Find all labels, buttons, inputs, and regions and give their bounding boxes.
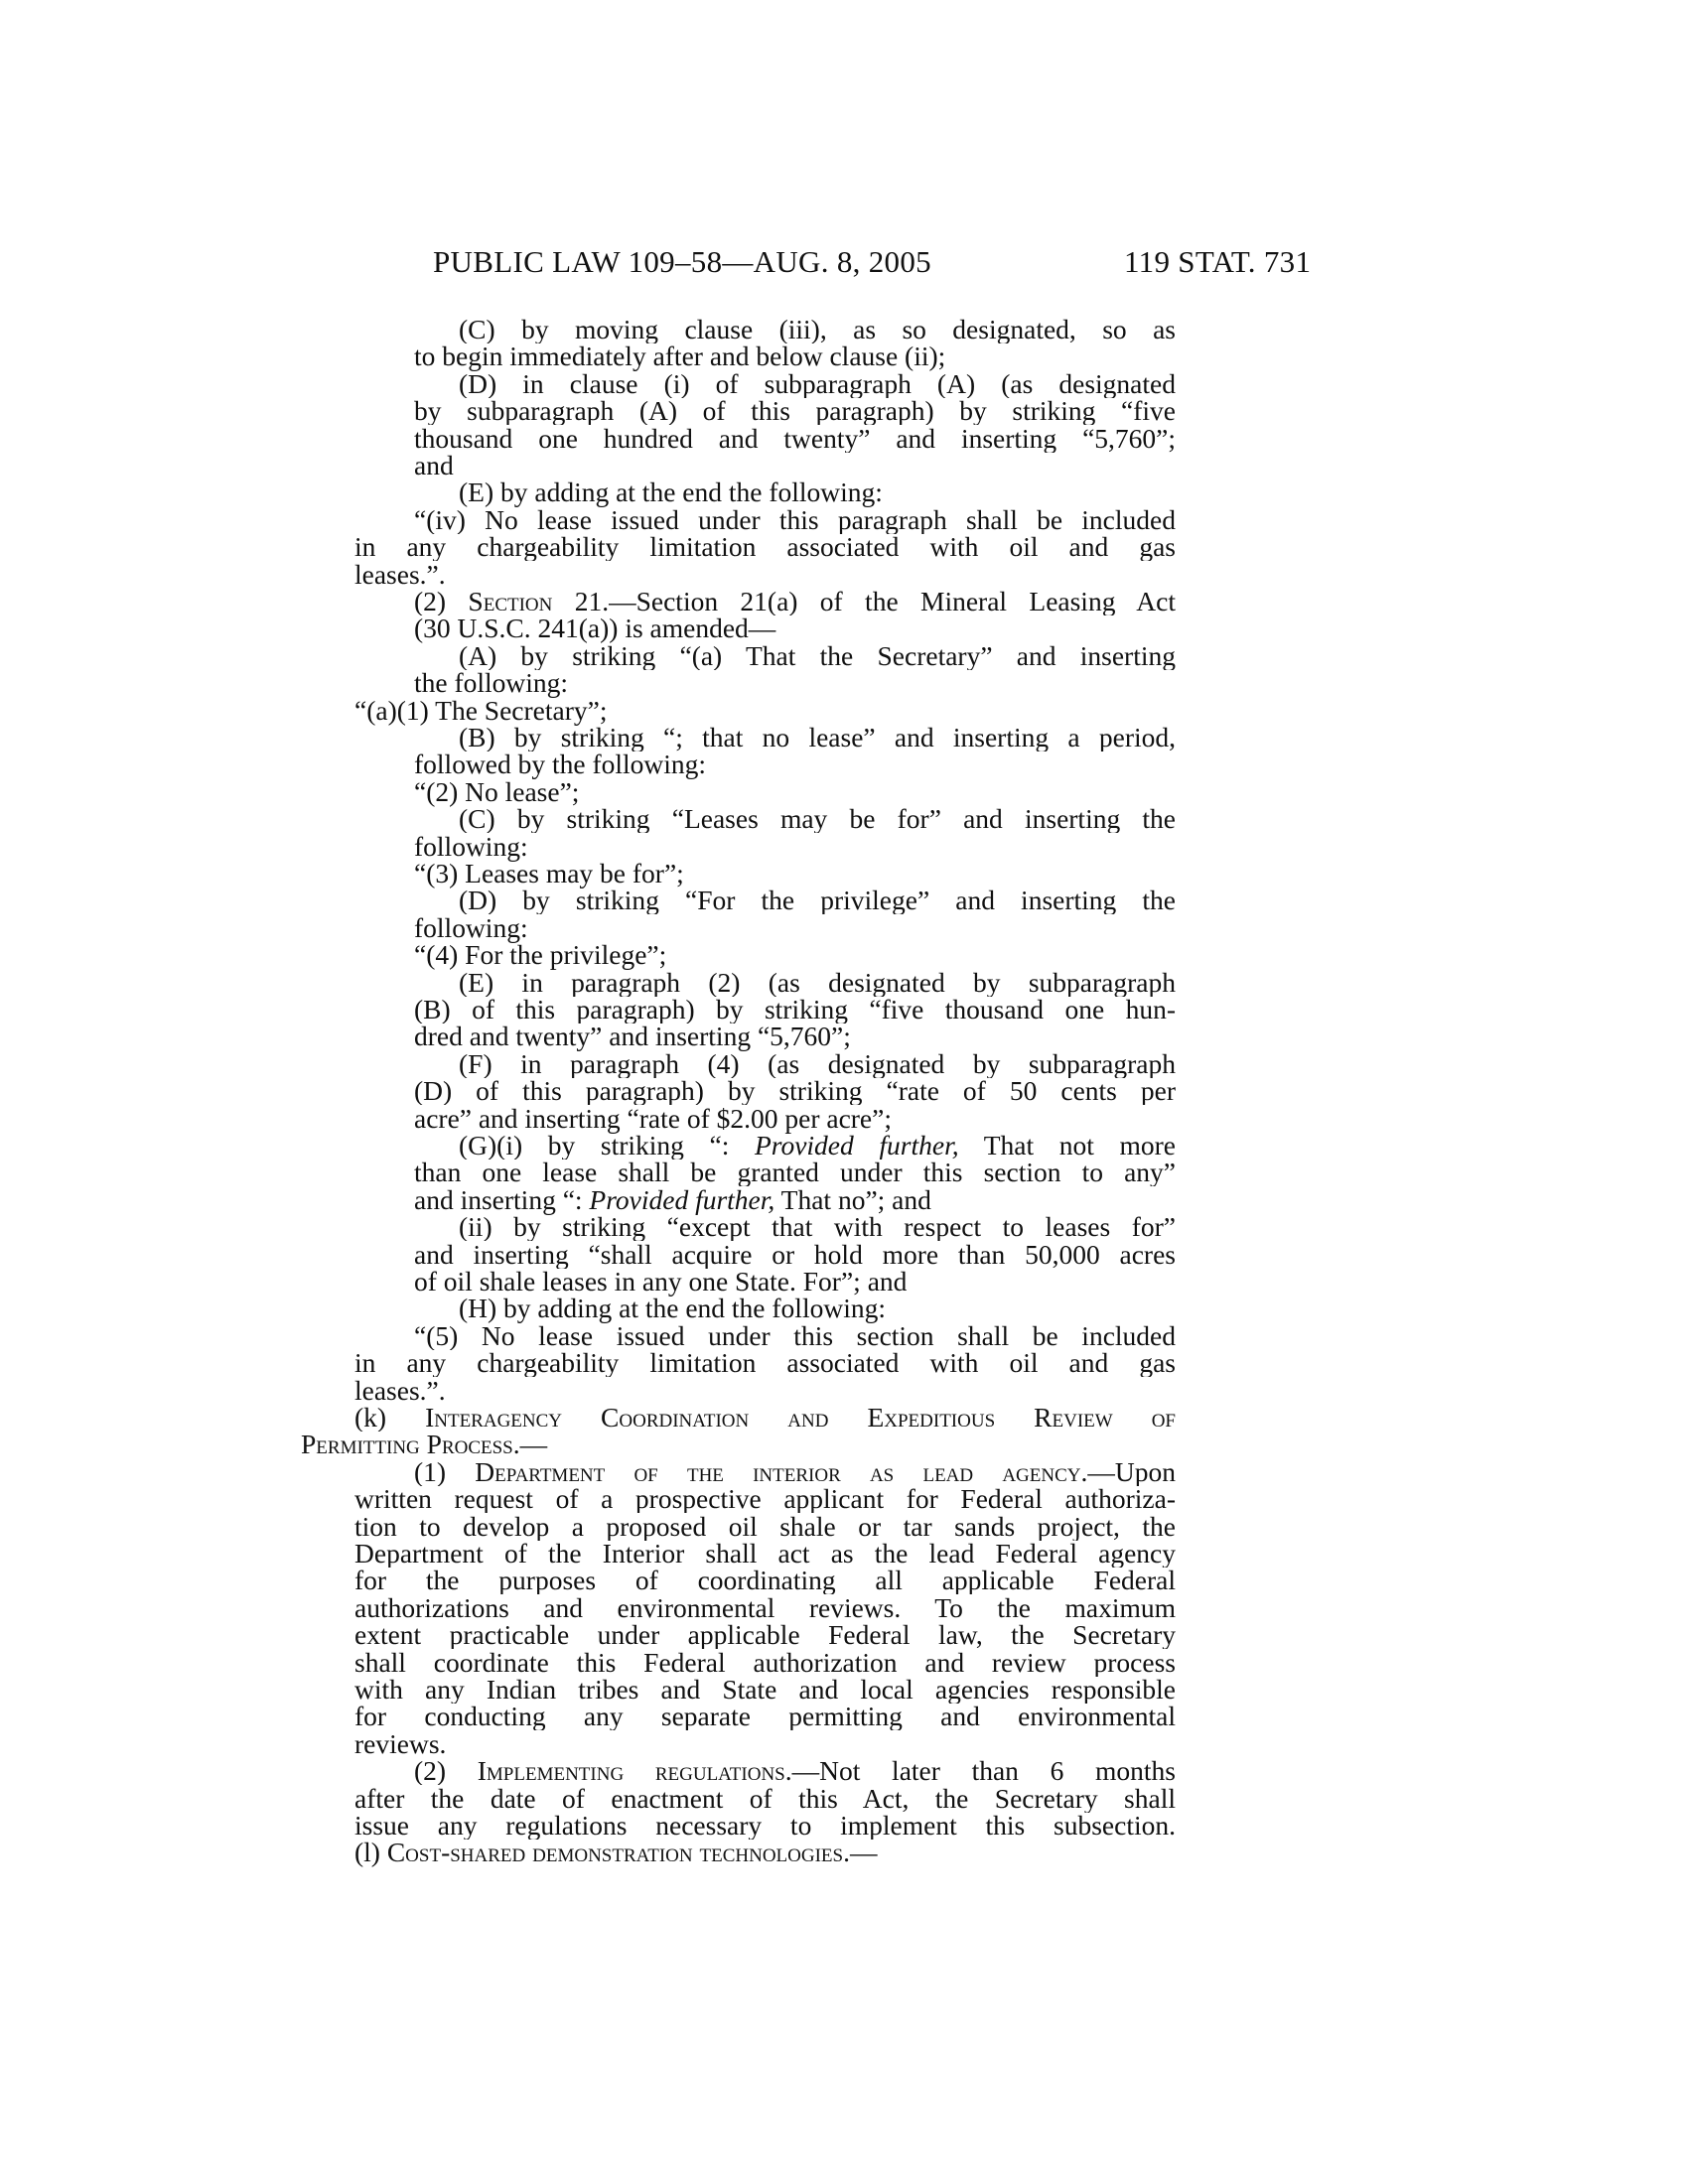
text-line: dred and twenty” and inserting “5,760”; — [414, 1021, 851, 1052]
text-line: the following: — [414, 667, 569, 699]
text-line: (F) in paragraph (4) (as designated by subparagraph — [459, 1049, 1176, 1078]
text-line: (D) of this paragraph) by striking “rate of 50 cents per — [414, 1077, 1176, 1106]
text-line: and inserting “: Provided further, That no”; and — [414, 1183, 931, 1215]
text-line: by subparagraph (A) of this paragraph) by striking “five — [414, 397, 1176, 426]
text-line: for the purposes of coordinating all applicable Federal — [354, 1567, 1176, 1595]
text-line: “(iv) No lease issued under this paragraph shall be included — [414, 505, 1176, 534]
text-line: shall coordinate this Federal authorization and review process — [354, 1648, 1176, 1677]
text-line: after the date of enactment of this Act, the Secretary shall — [354, 1784, 1176, 1813]
text-line: (C) by striking “Leases may be for” and inserting the — [459, 805, 1176, 834]
text-line: acre” and inserting “rate of $2.00 per acre”; — [414, 1102, 892, 1134]
page-header — [0, 244, 1688, 284]
paragraph-heading: Department of the interior as lead agency — [475, 1457, 1081, 1486]
text-line: (ii) by striking “except that with respect to leases for” — [459, 1213, 1176, 1242]
subsection-heading-line: Permitting Process.— — [301, 1429, 548, 1460]
text-line: reviews. — [354, 1727, 447, 1759]
subsection-heading: Permitting Process — [301, 1429, 513, 1460]
italic-phrase: Provided further, — [589, 1183, 775, 1215]
text-line: written request of a prospective applicant for Federal authoriza- — [354, 1485, 1176, 1514]
italic-phrase: Provided further, — [754, 1132, 959, 1160]
text-line: followed by the following: — [414, 749, 707, 780]
text-line: (D) by striking “For the privilege” and inserting the — [459, 887, 1176, 915]
text-line: and — [414, 450, 454, 480]
text-line: tion to develop a proposed oil shale or tar sands project, the — [354, 1512, 1176, 1541]
subsection-heading: Interagency Coordination and Expeditious Review of — [425, 1404, 1176, 1432]
text-line: leases.”. — [354, 558, 446, 590]
paragraph-heading-line: (2) Section 21.—Section 21(a) of the Mineral Leasing Act — [414, 588, 1176, 615]
text-line: for conducting any separate permitting and environmental — [354, 1703, 1176, 1731]
text-line: “(2) No lease”; — [414, 775, 580, 807]
statute-page-reference: 119 STAT. 731 — [1124, 244, 1312, 279]
subsection-heading: Cost-shared demonstration technologies — [386, 1837, 844, 1868]
text-line: (H) by adding at the end the following: — [459, 1293, 886, 1324]
text-line: (B) of this paragraph) by striking “five thousand one hun- — [414, 996, 1176, 1024]
text-line: thousand one hundred and twenty” and inserting “5,760”; — [414, 424, 1176, 453]
text-line: with any Indian tribes and State and local agencies responsible — [354, 1676, 1176, 1704]
text-line: of oil shale leases in any one State. For”; and — [414, 1266, 908, 1297]
text-line: in any chargeability limitation associated with oil and gas — [354, 1349, 1176, 1378]
subsection-heading-line: (k) Interagency Coordination and Expeditious Review of — [354, 1404, 1176, 1432]
paragraph-heading: Section 21 — [468, 588, 603, 615]
text-line: authorizations and environmental reviews. To the maximum — [354, 1593, 1176, 1622]
text-line: (C) by moving clause (iii), as so designated, so as — [459, 316, 1176, 343]
text-line: and inserting “shall acquire or hold more than 50,000 acres — [414, 1240, 1176, 1269]
text-line: (E) by adding at the end the following: — [459, 477, 883, 508]
text-line: (E) in paragraph (2) (as designated by subparagraph — [459, 968, 1176, 997]
text-line: than one lease shall be granted under this section to any” — [414, 1159, 1176, 1187]
text-line: following: — [414, 830, 528, 862]
text-line: (A) by striking “(a) That the Secretary” and inserting — [459, 641, 1176, 670]
text-line: “(5) No lease issued under this section shall be included — [414, 1321, 1176, 1350]
text-line: following: — [414, 911, 528, 943]
text-line: Department of the Interior shall act as the lead Federal agency — [354, 1540, 1176, 1568]
text-line: (30 U.S.C. 241(a)) is amended— — [414, 613, 776, 644]
text-line: leases.”. — [354, 1374, 446, 1406]
paragraph-heading-line: (2) Implementing regulations.—Not later than 6 months — [414, 1757, 1176, 1786]
text-line: (D) in clause (i) of subparagraph (A) (as designated — [459, 369, 1176, 398]
running-head: PUBLIC LAW 109–58—AUG. 8, 2005 — [433, 244, 931, 279]
text-line: to begin immediately after and below clause (ii); — [414, 341, 946, 372]
text-line: issue any regulations necessary to implement this subsection. — [354, 1812, 1176, 1840]
text-line: “(a)(1) The Secretary”; — [354, 694, 608, 726]
subsection-heading-line: (l) Cost-shared demonstration technologies.— — [354, 1837, 878, 1868]
text-line: extent practicable under applicable Federal law, the Secretary — [354, 1621, 1176, 1650]
text-line: “(4) For the privilege”; — [414, 939, 667, 971]
paragraph-heading-line: (1) Department of the interior as lead agency.—Upon — [414, 1457, 1176, 1486]
text-line: in any chargeability limitation associated with oil and gas — [354, 533, 1176, 562]
text-line: (G)(i) by striking “: Provided further, That not more — [459, 1132, 1176, 1160]
text-line: “(3) Leases may be for”; — [414, 858, 684, 888]
paragraph-heading: Implementing regulations — [477, 1757, 785, 1786]
text-line: (B) by striking “; that no lease” and inserting a period, — [459, 724, 1176, 751]
